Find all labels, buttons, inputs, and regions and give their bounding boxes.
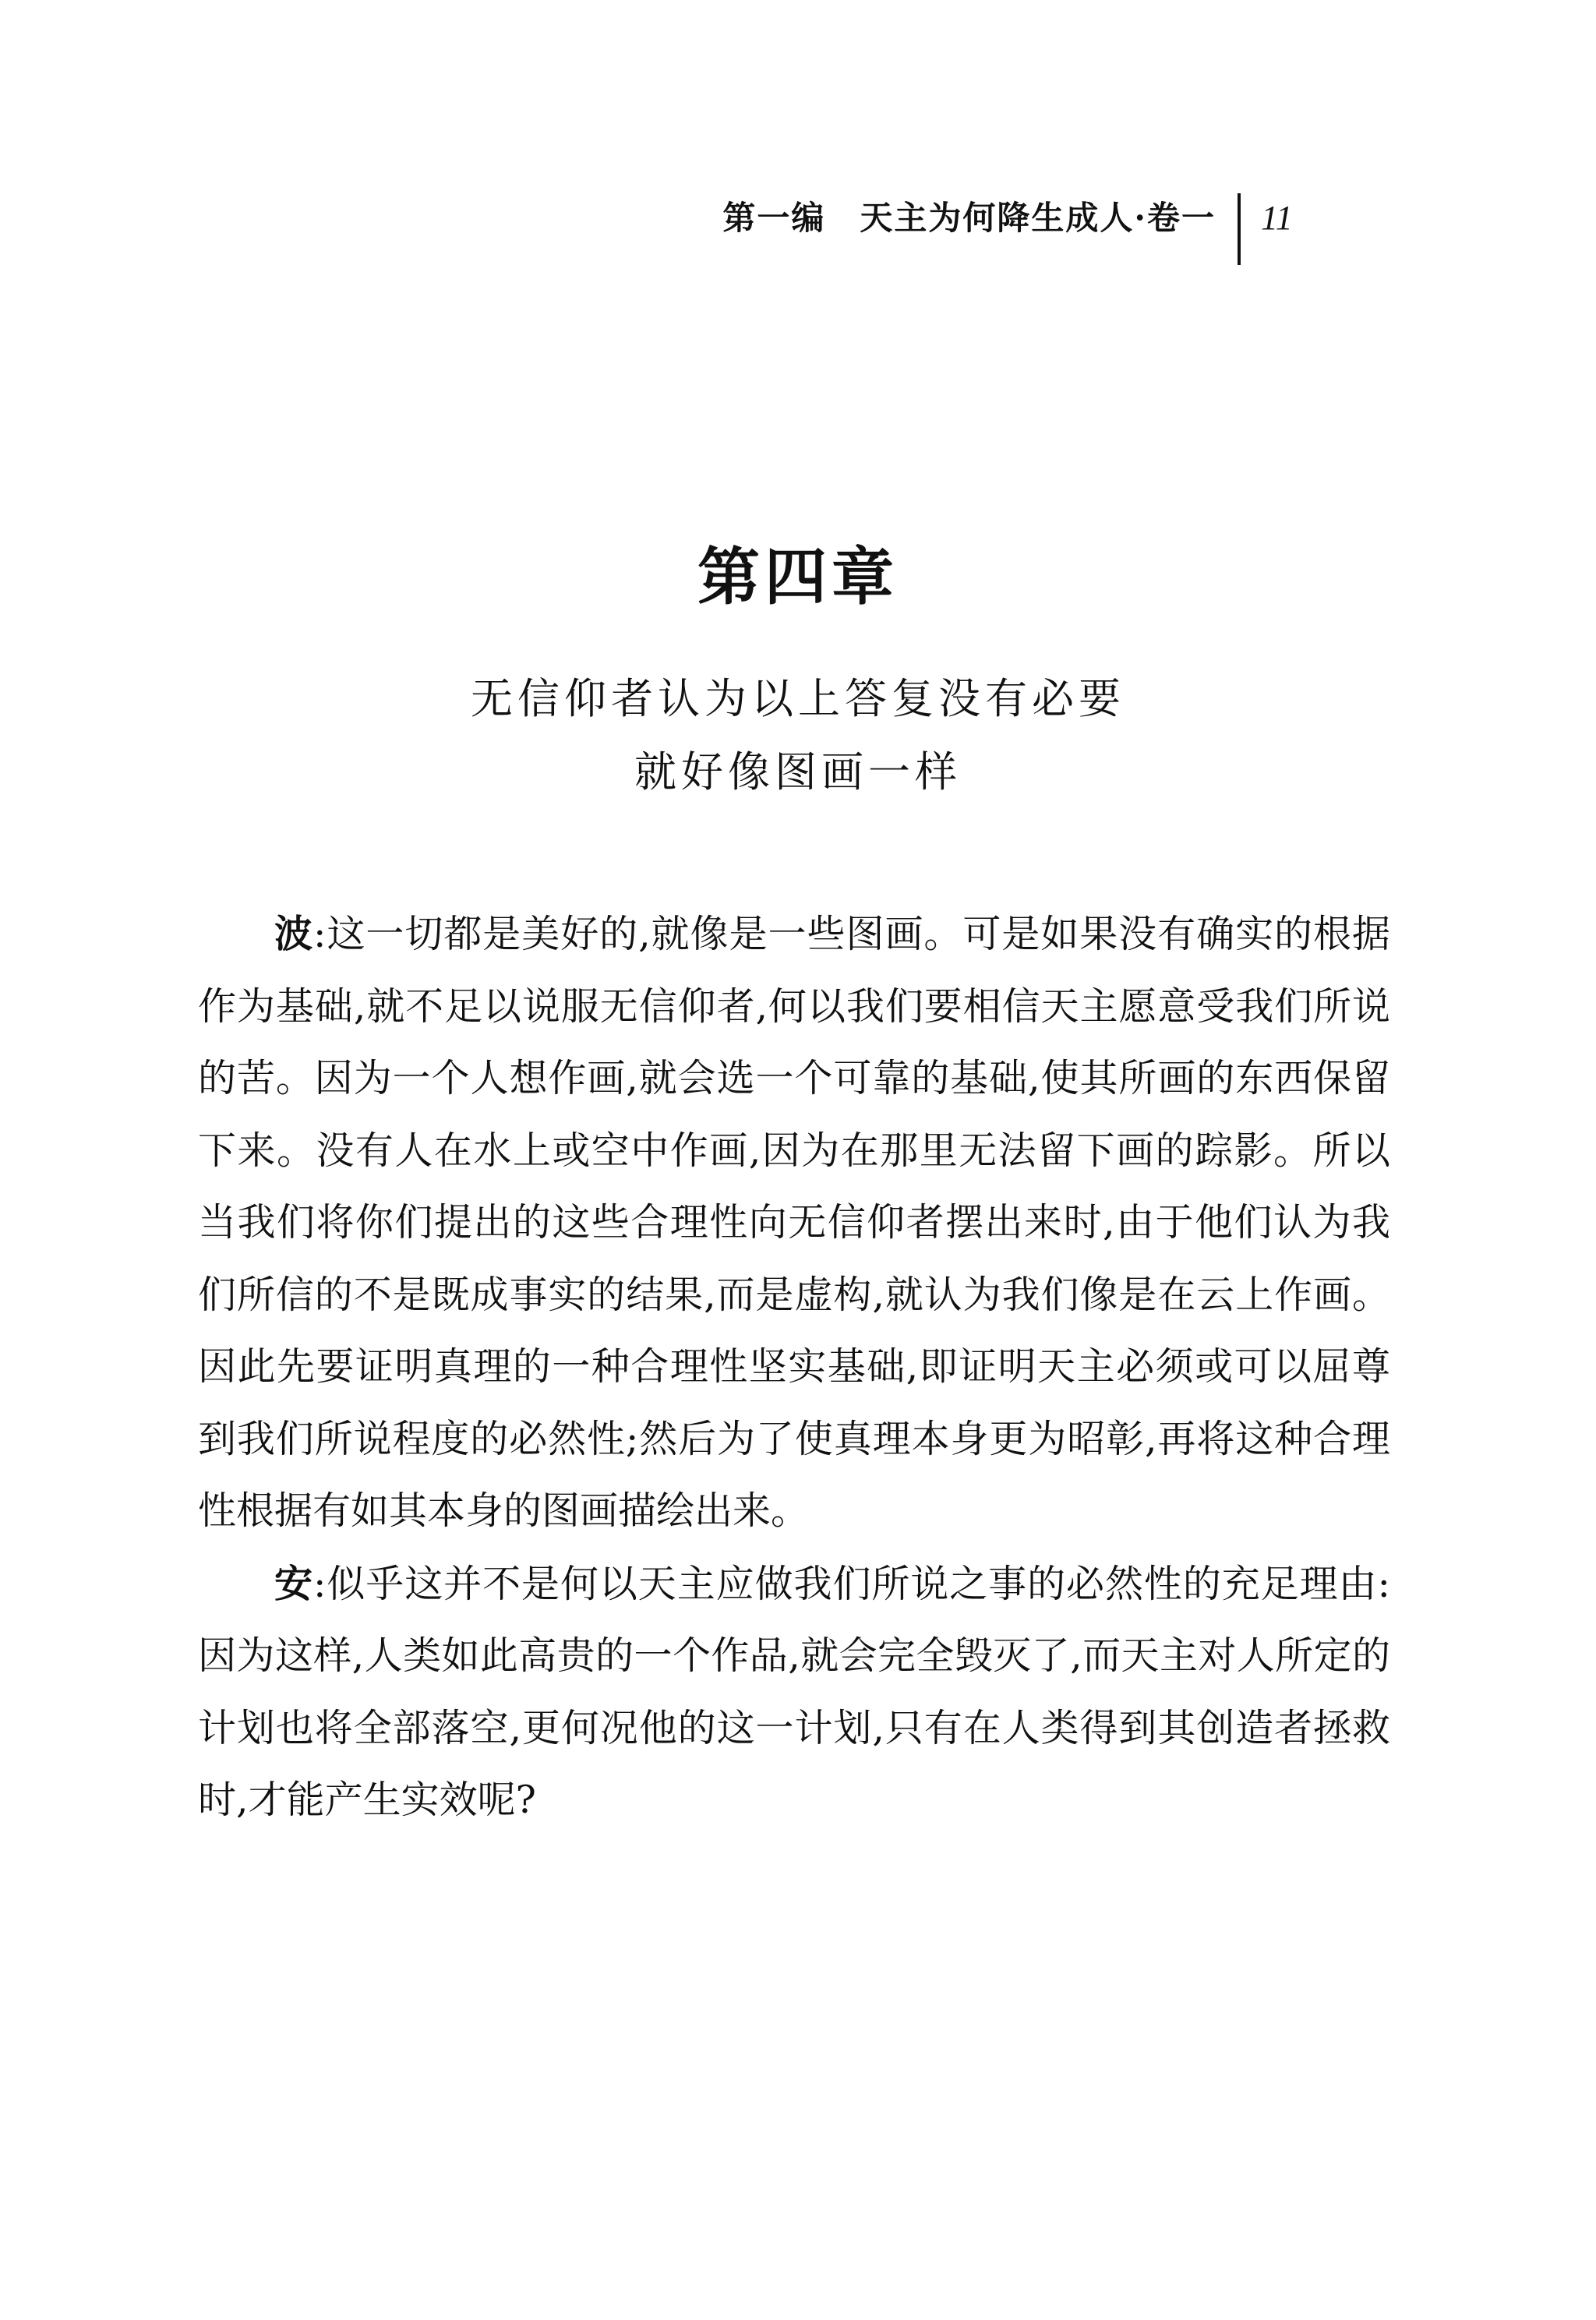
chapter-title: 第四章 <box>697 540 899 613</box>
running-header <box>722 193 1308 265</box>
chapter-subtitle <box>0 662 1596 809</box>
header-title: 第一编 天主为何降生成人·卷一 <box>722 199 1216 237</box>
speaker-label: 波 <box>274 911 313 956</box>
speaker-label: 安 <box>274 1560 313 1606</box>
paragraph-1 <box>198 898 1390 1548</box>
body-text <box>198 898 1390 1837</box>
page-number: 11 <box>1261 199 1293 237</box>
chapter-subtitle-line-2: 就好像图画一样 <box>634 747 962 796</box>
paragraph-text: :这一切都是美好的,就像是一些图画。可是如果没有确实的根据作为基础,就不足以说服无信仰者,何以我们要相信天主愿意受我们所说的苦。因为一个人想作画,就会选一个可靠的基础,使其所画的东西保留下来。没有人在水上或空中作画,因为在那里无法留下画的踪影。所以当我们将你们提出的这些合理性向无信仰者摆出来时,由于他们认为我们所信的不是既成事实的结果,而是虚构,就认为我们像是在云上作画。因此先要证明真理的一种合理性坚实基础,即证明天主必须或可以屈尊到我们所说程度的必然性;然后为了使真理本身更为昭彰,再将这种合理性根据有如其本身的图画描绘出来。 <box>198 912 1390 1533</box>
paragraph-text: :似乎这并不是何以天主应做我们所说之事的必然性的充足理由:因为这样,人类如此高贵的一个作品,就会完全毁灭了,而天主对人所定的计划也将全部落空,更何况他的这一计划,只有在人类得到其创造者拯救时,才能产生实效呢? <box>198 1561 1390 1822</box>
paragraph-2 <box>198 1548 1390 1837</box>
chapter-subtitle-line-1: 无信仰者认为以上答复没有必要 <box>471 674 1125 723</box>
